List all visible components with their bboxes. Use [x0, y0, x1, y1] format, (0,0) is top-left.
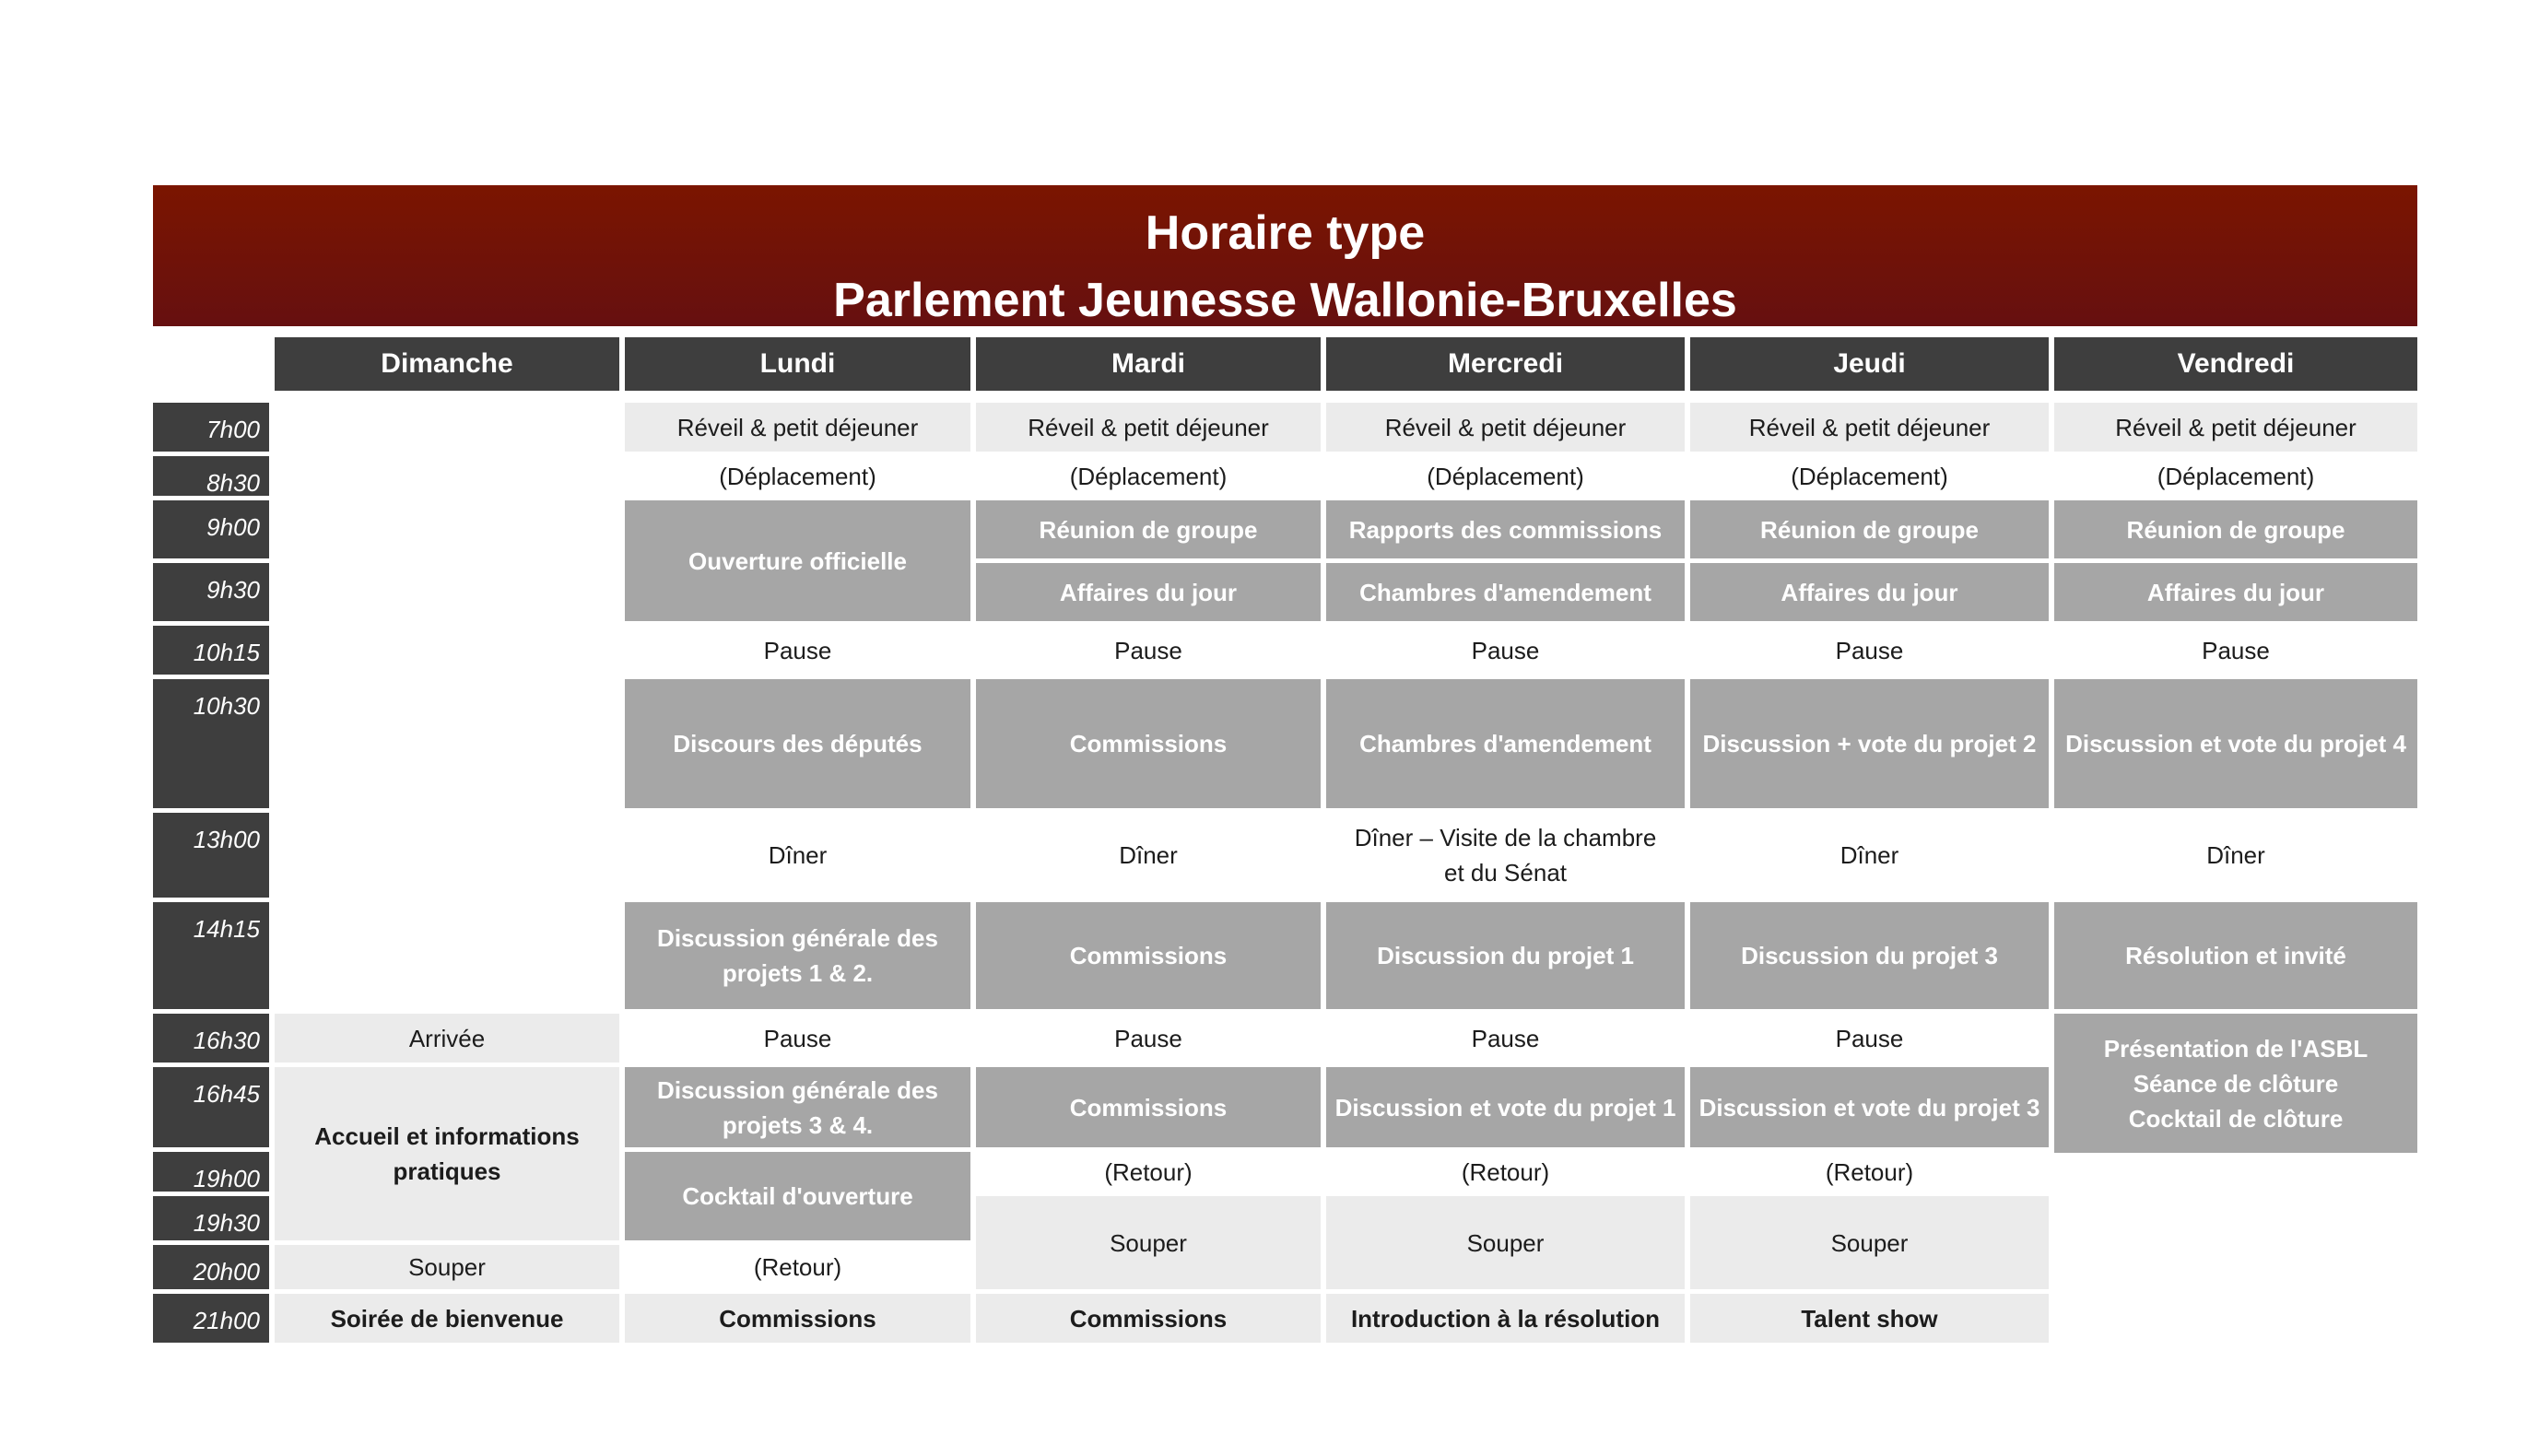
mercredi-chambres-2: Chambres d'amendement [1326, 679, 1685, 808]
jeudi-pause: Pause [1690, 626, 2049, 675]
lundi-retour: (Retour) [625, 1245, 970, 1289]
time-label: 8h30 [153, 456, 269, 496]
header-mercredi: Mercredi [1326, 337, 1685, 391]
jeudi-reunion: Réunion de groupe [1690, 500, 2049, 558]
jeudi-deplacement: (Déplacement) [1690, 456, 2049, 496]
header-vendredi: Vendredi [2054, 337, 2417, 391]
time-label: 20h00 [153, 1245, 269, 1289]
mardi-pause-2: Pause [976, 1014, 1321, 1063]
jeudi-reveil: Réveil & petit déjeuner [1690, 403, 2049, 452]
jeudi-vote-2: Discussion + vote du projet 2 [1690, 679, 2049, 808]
mardi-commissions-apres-midi: Commissions [976, 902, 1321, 1009]
jeudi-diner: Dîner [1690, 813, 2049, 898]
mercredi-vote-1: Discussion et vote du projet 1 [1326, 1067, 1685, 1147]
time-label: 14h15 [153, 902, 269, 1009]
dimanche-souper: Souper [275, 1245, 619, 1289]
mercredi-pause: Pause [1326, 626, 1685, 675]
jeudi-projet-3: Discussion du projet 3 [1690, 902, 2049, 1009]
lundi-reveil: Réveil & petit déjeuner [625, 403, 970, 452]
vendredi-reunion: Réunion de groupe [2054, 500, 2417, 558]
lundi-ouverture: Ouverture officielle [625, 500, 970, 621]
vendredi-cloture: Présentation de l'ASBL Séance de clôture Cocktail de clôture [2054, 1014, 2417, 1153]
lundi-cocktail: Cocktail d'ouverture [625, 1152, 970, 1240]
header-mardi: Mardi [976, 337, 1321, 391]
jeudi-affaires: Affaires du jour [1690, 563, 2049, 621]
mardi-retour: (Retour) [976, 1152, 1321, 1192]
mercredi-pause-2: Pause [1326, 1014, 1685, 1063]
mardi-commissions-fin: Commissions [976, 1067, 1321, 1147]
time-label: 19h30 [153, 1196, 269, 1240]
lundi-discours: Discours des députés [625, 679, 970, 808]
lundi-discussion-34: Discussion générale des projets 3 & 4. [625, 1067, 970, 1147]
mardi-affaires: Affaires du jour [976, 563, 1321, 621]
header-jeudi: Jeudi [1690, 337, 2049, 391]
time-label: 13h00 [153, 813, 269, 898]
mardi-reunion: Réunion de groupe [976, 500, 1321, 558]
time-label: 9h00 [153, 500, 269, 558]
vendredi-diner: Dîner [2054, 813, 2417, 898]
mercredi-introduction: Introduction à la résolution [1326, 1294, 1685, 1343]
mardi-commissions-matin: Commissions [976, 679, 1321, 808]
schedule-title-banner [153, 185, 2417, 326]
vendredi-deplacement: (Déplacement) [2054, 456, 2417, 496]
lundi-pause: Pause [625, 626, 970, 675]
mercredi-rapports: Rapports des commissions [1326, 500, 1685, 558]
header-lundi: Lundi [625, 337, 970, 391]
mercredi-diner-visite: Dîner – Visite de la chambre et du Sénat [1326, 813, 1685, 898]
mardi-souper: Souper [976, 1196, 1321, 1289]
lundi-discussion-12: Discussion générale des projets 1 & 2. [625, 902, 970, 1009]
vendredi-reveil: Réveil & petit déjeuner [2054, 403, 2417, 452]
vendredi-resolution: Résolution et invité [2054, 902, 2417, 1009]
dimanche-soiree: Soirée de bienvenue [275, 1294, 619, 1343]
mercredi-deplacement: (Déplacement) [1326, 456, 1685, 496]
time-label: 10h15 [153, 626, 269, 675]
vendredi-affaires: Affaires du jour [2054, 563, 2417, 621]
dimanche-arrivee: Arrivée [275, 1014, 619, 1063]
time-label: 21h00 [153, 1294, 269, 1343]
lundi-deplacement: (Déplacement) [625, 456, 970, 496]
time-label: 19h00 [153, 1152, 269, 1192]
lundi-commissions-soir: Commissions [625, 1294, 970, 1343]
mardi-deplacement: (Déplacement) [976, 456, 1321, 496]
mercredi-souper: Souper [1326, 1196, 1685, 1289]
time-label: 10h30 [153, 679, 269, 808]
lundi-pause-2: Pause [625, 1014, 970, 1063]
vendredi-vote-4: Discussion et vote du projet 4 [2054, 679, 2417, 808]
jeudi-retour: (Retour) [1690, 1152, 2049, 1192]
dimanche-accueil: Accueil et informations pratiques [275, 1067, 619, 1240]
jeudi-souper: Souper [1690, 1196, 2049, 1289]
mardi-diner: Dîner [976, 813, 1321, 898]
jeudi-vote-3: Discussion et vote du projet 3 [1690, 1067, 2049, 1147]
lundi-diner: Dîner [625, 813, 970, 898]
time-label: 16h30 [153, 1014, 269, 1063]
mercredi-reveil: Réveil & petit déjeuner [1326, 403, 1685, 452]
jeudi-talent-show: Talent show [1690, 1294, 2049, 1343]
header-dimanche: Dimanche [275, 337, 619, 391]
mardi-reveil: Réveil & petit déjeuner [976, 403, 1321, 452]
title-line-2: Parlement Jeunesse Wallonie-Bruxelles [833, 274, 1737, 327]
mercredi-projet-1: Discussion du projet 1 [1326, 902, 1685, 1009]
vendredi-pause: Pause [2054, 626, 2417, 675]
mercredi-retour: (Retour) [1326, 1152, 1685, 1192]
title-line-1: Horaire type [1145, 206, 1426, 260]
time-label: 7h00 [153, 403, 269, 452]
mardi-pause: Pause [976, 626, 1321, 675]
mercredi-chambres: Chambres d'amendement [1326, 563, 1685, 621]
time-label: 9h30 [153, 563, 269, 621]
time-label: 16h45 [153, 1067, 269, 1147]
mardi-commissions-soir: Commissions [976, 1294, 1321, 1343]
jeudi-pause-2: Pause [1690, 1014, 2049, 1063]
